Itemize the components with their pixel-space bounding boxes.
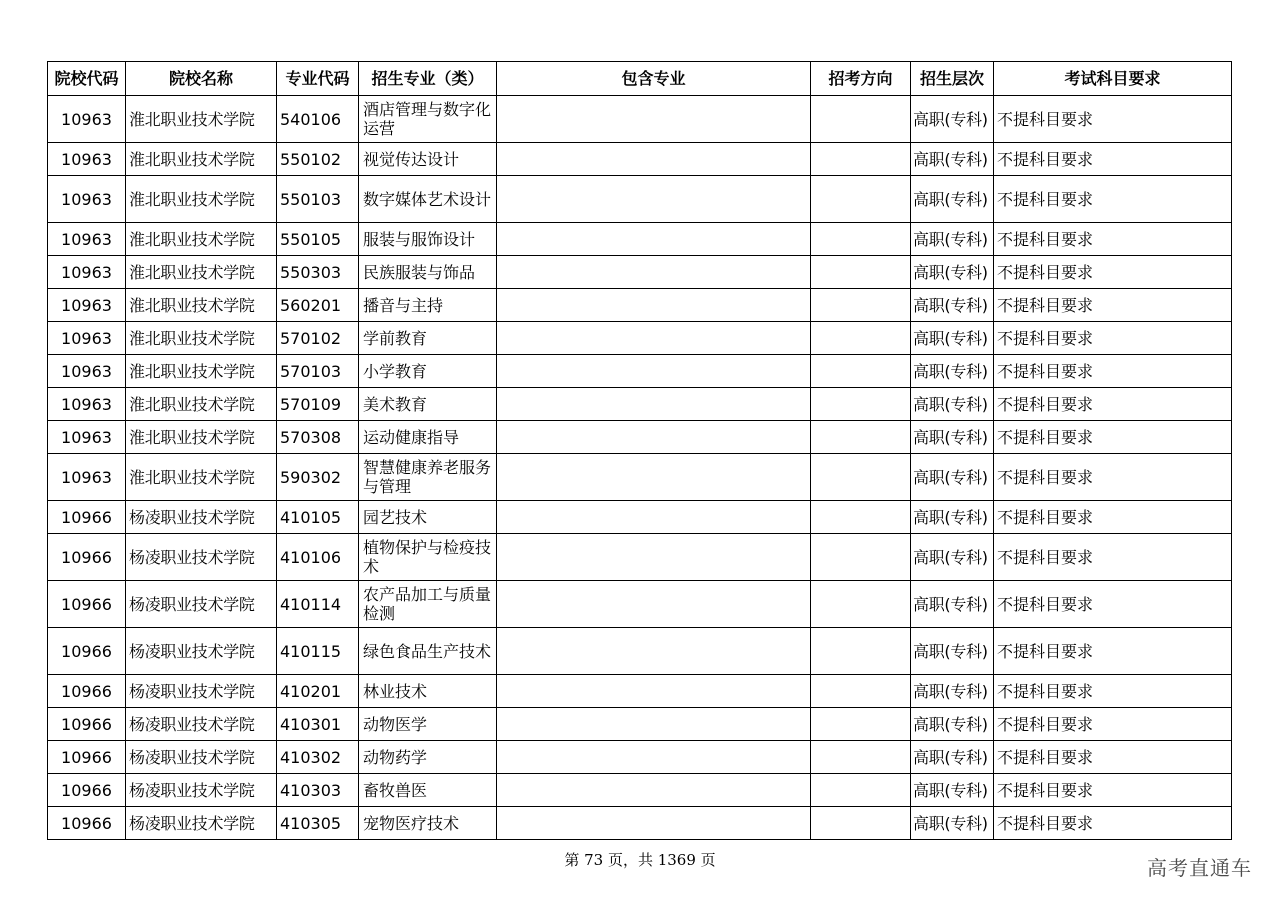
cell-school-code: 10963 <box>48 421 126 454</box>
table-row <box>48 388 1232 421</box>
cell-included-majors <box>497 534 811 581</box>
table-row <box>48 675 1232 708</box>
cell-school-code: 10966 <box>48 534 126 581</box>
cell-major-code: 570103 <box>277 355 359 388</box>
cell-major: 绿色食品生产技术 <box>359 628 497 675</box>
cell-major-code: 410305 <box>277 807 359 840</box>
cell-included-majors <box>497 807 811 840</box>
cell-requirement: 不提科目要求 <box>994 176 1232 223</box>
cell-school-name: 淮北职业技术学院 <box>126 388 277 421</box>
cell-school-code: 10966 <box>48 501 126 534</box>
cell-major-code: 410114 <box>277 581 359 628</box>
cell-school-code: 10963 <box>48 322 126 355</box>
cell-requirement: 不提科目要求 <box>994 628 1232 675</box>
cell-included-majors <box>497 421 811 454</box>
cell-included-majors <box>497 176 811 223</box>
cell-major: 视觉传达设计 <box>359 143 497 176</box>
cell-school-code: 10966 <box>48 807 126 840</box>
cell-major-code: 410301 <box>277 708 359 741</box>
cell-school-name: 杨凌职业技术学院 <box>126 581 277 628</box>
cell-major-code: 410106 <box>277 534 359 581</box>
cell-major: 植物保护与检疫技术 <box>359 534 497 581</box>
cell-included-majors <box>497 454 811 501</box>
cell-school-name: 杨凌职业技术学院 <box>126 534 277 581</box>
cell-level: 高职(专科) <box>911 708 994 741</box>
cell-direction <box>811 388 911 421</box>
cell-school-name: 淮北职业技术学院 <box>126 223 277 256</box>
cell-direction <box>811 501 911 534</box>
cell-direction <box>811 322 911 355</box>
cell-requirement: 不提科目要求 <box>994 454 1232 501</box>
cell-school-code: 10963 <box>48 223 126 256</box>
cell-level: 高职(专科) <box>911 741 994 774</box>
cell-requirement: 不提科目要求 <box>994 675 1232 708</box>
cell-requirement: 不提科目要求 <box>994 421 1232 454</box>
cell-included-majors <box>497 223 811 256</box>
cell-major-code: 550102 <box>277 143 359 176</box>
cell-major-code: 410201 <box>277 675 359 708</box>
cell-included-majors <box>497 143 811 176</box>
cell-requirement: 不提科目要求 <box>994 741 1232 774</box>
cell-direction <box>811 355 911 388</box>
cell-level: 高职(专科) <box>911 774 994 807</box>
cell-school-name: 杨凌职业技术学院 <box>126 708 277 741</box>
table-row <box>48 96 1232 143</box>
cell-major-code: 410115 <box>277 628 359 675</box>
cell-school-code: 10966 <box>48 741 126 774</box>
cell-direction <box>811 628 911 675</box>
cell-major-code: 410105 <box>277 501 359 534</box>
cell-school-name: 杨凌职业技术学院 <box>126 628 277 675</box>
cell-school-code: 10963 <box>48 96 126 143</box>
header-included-majors: 包含专业 <box>497 62 811 96</box>
cell-major-code: 560201 <box>277 289 359 322</box>
table-row <box>48 454 1232 501</box>
table-row <box>48 223 1232 256</box>
table-row <box>48 807 1232 840</box>
cell-school-name: 淮北职业技术学院 <box>126 322 277 355</box>
cell-included-majors <box>497 289 811 322</box>
cell-requirement: 不提科目要求 <box>994 534 1232 581</box>
cell-direction <box>811 675 911 708</box>
cell-school-name: 淮北职业技术学院 <box>126 96 277 143</box>
cell-level: 高职(专科) <box>911 96 994 143</box>
cell-direction <box>811 534 911 581</box>
cell-school-name: 淮北职业技术学院 <box>126 355 277 388</box>
cell-major: 服装与服饰设计 <box>359 223 497 256</box>
cell-included-majors <box>497 322 811 355</box>
cell-included-majors <box>497 741 811 774</box>
cell-major-code: 590302 <box>277 454 359 501</box>
cell-school-name: 淮北职业技术学院 <box>126 143 277 176</box>
header-major: 招生专业（类） <box>359 62 497 96</box>
cell-major: 农产品加工与质量检测 <box>359 581 497 628</box>
cell-direction <box>811 223 911 256</box>
header-school-code: 院校代码 <box>48 62 126 96</box>
cell-level: 高职(专科) <box>911 421 994 454</box>
cell-major: 园艺技术 <box>359 501 497 534</box>
cell-major: 小学教育 <box>359 355 497 388</box>
cell-major-code: 550105 <box>277 223 359 256</box>
cell-major-code: 550303 <box>277 256 359 289</box>
page-number: 第 73 页，共 1369 页 <box>564 851 716 869</box>
cell-requirement: 不提科目要求 <box>994 581 1232 628</box>
cell-level: 高职(专科) <box>911 675 994 708</box>
cell-direction <box>811 708 911 741</box>
cell-level: 高职(专科) <box>911 628 994 675</box>
cell-level: 高职(专科) <box>911 581 994 628</box>
cell-level: 高职(专科) <box>911 143 994 176</box>
cell-major: 民族服装与饰品 <box>359 256 497 289</box>
cell-major: 运动健康指导 <box>359 421 497 454</box>
table-row <box>48 708 1232 741</box>
cell-major-code: 540106 <box>277 96 359 143</box>
cell-major: 数字媒体艺术设计 <box>359 176 497 223</box>
table-row <box>48 421 1232 454</box>
cell-included-majors <box>497 501 811 534</box>
cell-school-code: 10966 <box>48 774 126 807</box>
cell-level: 高职(专科) <box>911 322 994 355</box>
table-row <box>48 176 1232 223</box>
cell-level: 高职(专科) <box>911 534 994 581</box>
cell-school-code: 10963 <box>48 176 126 223</box>
watermark-logo-text: 高考直通车 <box>1147 856 1252 880</box>
cell-major: 畜牧兽医 <box>359 774 497 807</box>
cell-level: 高职(专科) <box>911 289 994 322</box>
cell-direction <box>811 421 911 454</box>
cell-school-name: 淮北职业技术学院 <box>126 454 277 501</box>
cell-school-code: 10963 <box>48 355 126 388</box>
cell-level: 高职(专科) <box>911 355 994 388</box>
cell-major: 播音与主持 <box>359 289 497 322</box>
cell-major-code: 570308 <box>277 421 359 454</box>
cell-school-code: 10966 <box>48 628 126 675</box>
cell-school-name: 淮北职业技术学院 <box>126 289 277 322</box>
cell-school-code: 10966 <box>48 581 126 628</box>
cell-included-majors <box>497 581 811 628</box>
cell-level: 高职(专科) <box>911 388 994 421</box>
cell-major: 学前教育 <box>359 322 497 355</box>
cell-school-code: 10966 <box>48 675 126 708</box>
cell-requirement: 不提科目要求 <box>994 708 1232 741</box>
header-major-code: 专业代码 <box>277 62 359 96</box>
cell-included-majors <box>497 774 811 807</box>
cell-major: 智慧健康养老服务与管理 <box>359 454 497 501</box>
table-row <box>48 774 1232 807</box>
cell-direction <box>811 581 911 628</box>
cell-major-code: 410302 <box>277 741 359 774</box>
table-row <box>48 581 1232 628</box>
cell-major: 动物药学 <box>359 741 497 774</box>
cell-level: 高职(专科) <box>911 256 994 289</box>
cell-school-name: 杨凌职业技术学院 <box>126 807 277 840</box>
cell-direction <box>811 96 911 143</box>
cell-requirement: 不提科目要求 <box>994 501 1232 534</box>
cell-school-name: 杨凌职业技术学院 <box>126 675 277 708</box>
cell-major: 酒店管理与数字化运营 <box>359 96 497 143</box>
cell-school-name: 淮北职业技术学院 <box>126 421 277 454</box>
cell-direction <box>811 256 911 289</box>
table-row <box>48 256 1232 289</box>
cell-major: 宠物医疗技术 <box>359 807 497 840</box>
cell-direction <box>811 454 911 501</box>
cell-requirement: 不提科目要求 <box>994 223 1232 256</box>
cell-school-name: 杨凌职业技术学院 <box>126 774 277 807</box>
cell-included-majors <box>497 388 811 421</box>
cell-included-majors <box>497 628 811 675</box>
cell-included-majors <box>497 675 811 708</box>
cell-requirement: 不提科目要求 <box>994 807 1232 840</box>
cell-school-code: 10963 <box>48 388 126 421</box>
cell-major-code: 410303 <box>277 774 359 807</box>
header-school-name: 院校名称 <box>126 62 277 96</box>
cell-requirement: 不提科目要求 <box>994 96 1232 143</box>
cell-requirement: 不提科目要求 <box>994 388 1232 421</box>
cell-major-code: 570102 <box>277 322 359 355</box>
cell-major-code: 550103 <box>277 176 359 223</box>
table-row <box>48 534 1232 581</box>
cell-direction <box>811 807 911 840</box>
table-row <box>48 355 1232 388</box>
cell-level: 高职(专科) <box>911 807 994 840</box>
cell-requirement: 不提科目要求 <box>994 143 1232 176</box>
cell-requirement: 不提科目要求 <box>994 322 1232 355</box>
table-row <box>48 289 1232 322</box>
cell-included-majors <box>497 96 811 143</box>
cell-level: 高职(专科) <box>911 501 994 534</box>
header-direction: 招考方向 <box>811 62 911 96</box>
cell-school-code: 10966 <box>48 708 126 741</box>
cell-level: 高职(专科) <box>911 223 994 256</box>
table-row <box>48 628 1232 675</box>
table-row <box>48 143 1232 176</box>
cell-direction <box>811 289 911 322</box>
table-header-row <box>48 62 1232 96</box>
cell-major: 林业技术 <box>359 675 497 708</box>
cell-included-majors <box>497 708 811 741</box>
cell-school-name: 淮北职业技术学院 <box>126 176 277 223</box>
cell-major: 动物医学 <box>359 708 497 741</box>
table-row <box>48 741 1232 774</box>
cell-direction <box>811 774 911 807</box>
cell-school-name: 淮北职业技术学院 <box>126 256 277 289</box>
cell-level: 高职(专科) <box>911 454 994 501</box>
cell-direction <box>811 143 911 176</box>
cell-requirement: 不提科目要求 <box>994 256 1232 289</box>
cell-school-code: 10963 <box>48 454 126 501</box>
header-requirement: 考试科目要求 <box>994 62 1232 96</box>
cell-included-majors <box>497 256 811 289</box>
cell-included-majors <box>497 355 811 388</box>
table-row <box>48 501 1232 534</box>
cell-school-code: 10963 <box>48 143 126 176</box>
cell-requirement: 不提科目要求 <box>994 289 1232 322</box>
table-row <box>48 322 1232 355</box>
cell-major-code: 570109 <box>277 388 359 421</box>
cell-school-code: 10963 <box>48 256 126 289</box>
header-level: 招生层次 <box>911 62 994 96</box>
cell-direction <box>811 741 911 774</box>
cell-school-name: 杨凌职业技术学院 <box>126 501 277 534</box>
cell-direction <box>811 176 911 223</box>
cell-requirement: 不提科目要求 <box>994 774 1232 807</box>
cell-major: 美术教育 <box>359 388 497 421</box>
admissions-table <box>47 61 1232 840</box>
cell-requirement: 不提科目要求 <box>994 355 1232 388</box>
table-body <box>48 96 1232 840</box>
cell-level: 高职(专科) <box>911 176 994 223</box>
cell-school-name: 杨凌职业技术学院 <box>126 741 277 774</box>
cell-school-code: 10963 <box>48 289 126 322</box>
